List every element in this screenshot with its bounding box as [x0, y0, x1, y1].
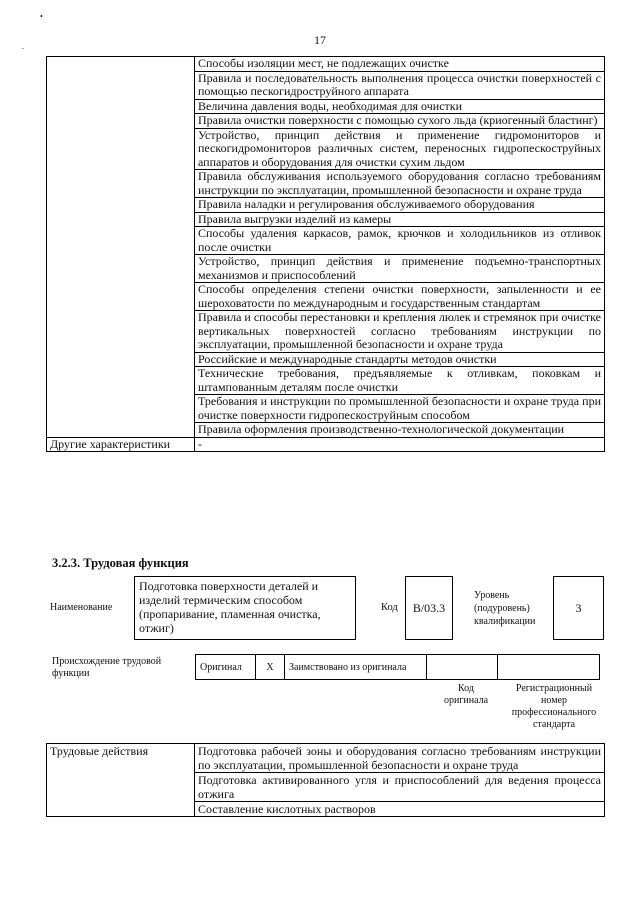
level-label: Уровень (подуровень) квалификации	[474, 590, 536, 627]
scan-mark: .	[22, 42, 24, 51]
knowledge-label-cell	[47, 57, 195, 438]
origin-table	[195, 654, 600, 680]
table-row: Подготовка активированного угля и приспособлений для ведения процесса отжига	[195, 773, 605, 802]
original-mark: X	[256, 655, 285, 680]
function-code-box: В/03.3	[405, 576, 453, 640]
registration-number-cell	[498, 655, 600, 680]
table-row: Величина давления воды, необходимая для очистки	[195, 99, 605, 114]
borrowed-cell: Заимствовано из оригинала	[285, 655, 427, 680]
scan-mark: •	[40, 12, 43, 21]
registration-number-caption: Регистрационный номер профессионального стандарта	[511, 683, 597, 730]
table-row: Правила очистки поверхности с помощью сухого льда (криогенный бластинг)	[195, 114, 605, 129]
other-characteristics-value: -	[195, 437, 605, 452]
qualification-level-box: 3	[553, 576, 604, 640]
code-label: Код	[381, 602, 398, 613]
table-row: Правила оформления производственно-технологической документации	[195, 423, 605, 438]
origin-code-cell	[427, 655, 498, 680]
table-row: Российские и международные стандарты методов очистки	[195, 352, 605, 367]
table-row: Правила наладки и регулирования обслуживаемого оборудования	[195, 198, 605, 213]
page-number: 17	[314, 33, 326, 47]
table-row: Правила и способы перестановки и крепления люлек и стремянок при очистке вертикальных поверхностей согласно требованиям инструкции по эксплуатации, промышленной безопасности и охране труда	[195, 311, 605, 353]
table-row: Способы изоляции мест, не подлежащих очистке	[195, 57, 605, 72]
origin-label: Происхождение трудовой функции	[52, 656, 162, 679]
table-row: Правила обслуживания используемого оборудования согласно требованиям инструкции по эксплуатации, промышленной безопасности и охране труда	[195, 170, 605, 198]
table-row: Способы удаления каркасов, рамок, крючков и холодильников из отливок после очистки	[195, 227, 605, 255]
name-label: Наименование	[50, 602, 113, 613]
table-row: Составление кислотных растворов	[195, 802, 605, 817]
section-title: 3.2.3. Трудовая функция	[52, 556, 189, 570]
table-row: Устройство, принцип действия и применение гидромониторов и пескогидромониторов различных систем, переносных гидропескоструйных аппаратов и оборудования для очистки сухим льдом	[195, 128, 605, 170]
labor-actions-table	[46, 743, 605, 817]
function-name-box: Подготовка поверхности деталей и изделий термическим способом (пропаривание, пламенная очистка, отжиг)	[134, 576, 356, 640]
table-row: Подготовка рабочей зоны и оборудования согласно требованиям инструкции по эксплуатации, промышленной безопасности и охране труда	[195, 744, 605, 773]
labor-actions-label: Трудовые действия	[47, 744, 195, 817]
table-row: Способы определения степени очистки поверхности, запыленности и ее шероховатости по международным и государственным стандартам	[195, 283, 605, 311]
table-row: Правила и последовательность выполнения процесса очистки поверхностей с помощью пескогидроструйного аппарата	[195, 71, 605, 99]
origin-code-caption: Код оригинала	[443, 683, 489, 706]
table-row: Требования и инструкции по промышленной безопасности и охране труда при очистке поверхности гидропескоструйным способом	[195, 395, 605, 423]
table-row: Устройство, принцип действия и применение подъемно-транспортных механизмов и приспособлений	[195, 255, 605, 283]
other-characteristics-label: Другие характеристики	[47, 437, 195, 452]
original-cell: Оригинал	[196, 655, 256, 680]
table-row: Правила выгрузки изделий из камеры	[195, 212, 605, 227]
table-row: Технические требования, предъявляемые к отливкам, поковкам и штампованным деталям после очистки	[195, 367, 605, 395]
knowledge-table	[46, 56, 605, 452]
